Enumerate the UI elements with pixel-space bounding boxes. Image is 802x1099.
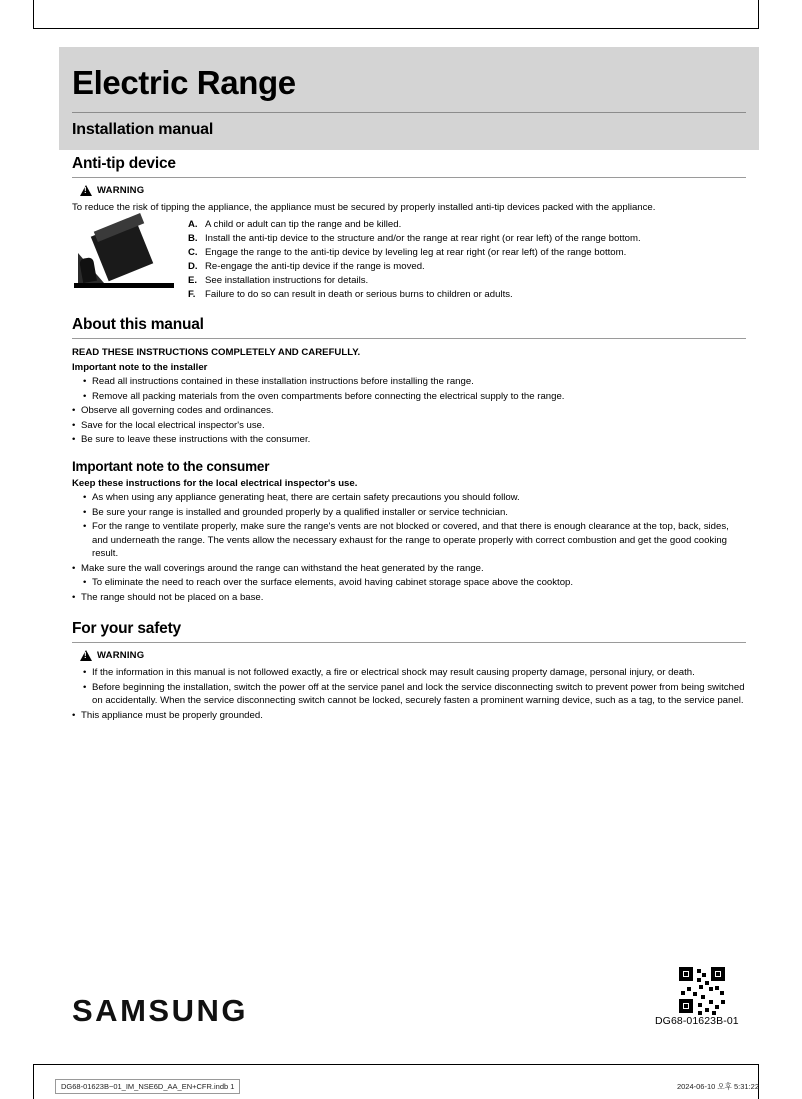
bullet-icon: •: [72, 434, 76, 445]
list-marker: F.: [188, 289, 196, 300]
section-heading-consumer: Important note to the consumer: [72, 458, 270, 474]
bullet-icon: •: [83, 577, 87, 588]
crop-mark-top-right: [758, 0, 759, 28]
list-item: [72, 681, 746, 708]
list-text: Re-engage the anti-tip device if the range is moved.: [205, 261, 425, 272]
bullet-icon: •: [83, 521, 87, 532]
bullet-icon: •: [72, 562, 76, 574]
list-text: For the range to ventilate properly, make sure the range's vents are not blocked or covered, and that there is enough clearance at the top, back, sides, and underneath the range. The vents allow the necessary exhaust for the range to operate properly with correct combustion and get the good cooking result.: [92, 521, 729, 559]
list-text: As when using any appliance generating heat, there are certain safety precautions you should follow.: [92, 492, 520, 503]
section-about-this-manual: [72, 316, 746, 447]
list-item: [72, 390, 746, 404]
bullet-icon: •: [83, 681, 87, 693]
print-timestamp: 2024-06-10 오후 5:31:22: [676, 1082, 759, 1091]
list-text: Before beginning the installation, switch the power off at the service panel and lock the service disconnecting switch to prevent power from being switched on accidentally. When the service disconnecting switch cannot be locked, securely fasten a prominent warning device, such as a tag, to the service panel.: [92, 681, 745, 706]
list-item: [72, 419, 746, 433]
list-item: [188, 232, 746, 246]
list-text: If the information in this manual is not followed exactly, a fire or electrical shock may result causing property damage, personal injury, or death.: [92, 667, 695, 678]
list-text: To eliminate the need to reach over the surface elements, avoid having cabinet storage space above the cooktop.: [92, 577, 574, 588]
section-anti-tip: [72, 155, 746, 302]
document-body: [72, 155, 746, 725]
list-text: Engage the range to the anti-tip device by leveling leg at rear right (or rear left) of the range bottom.: [205, 247, 627, 258]
section-heading-safety: For your safety: [72, 620, 181, 637]
list-text: Install the anti-tip device to the structure and/or the range at rear right (or rear left) of the range bottom.: [205, 233, 641, 244]
title-divider: [72, 112, 746, 113]
consumer-bullet-list: [72, 491, 746, 604]
section-heading-anti-tip: Anti-tip device: [72, 155, 176, 172]
list-text: Read all instructions contained in these installation instructions before installing the range.: [92, 376, 474, 387]
samsung-logo: SAMSUNG: [72, 993, 248, 1028]
about-bullet-list: [72, 375, 746, 447]
safety-bullet-list: [72, 666, 746, 722]
illustration-floor: [74, 283, 174, 288]
section-divider: [72, 177, 746, 178]
list-item: [188, 288, 746, 302]
warning-triangle-icon: [80, 185, 92, 196]
crop-mark-top-left: [33, 0, 34, 28]
bullet-icon: •: [83, 390, 87, 402]
list-item: [72, 491, 746, 505]
section-divider: [72, 642, 746, 643]
warning-callout: [80, 185, 746, 196]
list-item: [72, 591, 746, 605]
list-marker: D.: [188, 261, 198, 272]
list-item: [72, 506, 746, 520]
about-lead-1: READ THESE INSTRUCTIONS COMPLETELY AND CAREFULLY.: [72, 347, 361, 358]
list-item: [72, 666, 746, 680]
warning-label: WARNING: [97, 185, 145, 196]
warning-triangle-icon: [80, 650, 92, 661]
bullet-icon: •: [83, 492, 87, 503]
bullet-icon: •: [72, 591, 76, 603]
print-filename: DG68-01623B~01_IM_NSE6D_AA_EN+CFR.indb 1: [55, 1079, 240, 1094]
list-text: Remove all packing materials from the oven compartments before connecting the electrical supply to the range.: [92, 390, 565, 402]
warning-label: WARNING: [97, 650, 145, 661]
list-marker: E.: [188, 275, 198, 286]
bullet-icon: •: [83, 506, 87, 518]
about-lead-2: Important note to the installer: [72, 361, 208, 373]
list-text: See installation instructions for details.: [205, 275, 369, 286]
section-consumer-note: [72, 459, 746, 605]
list-text: Be sure your range is installed and grounded properly by a qualified installer or service technician.: [92, 506, 508, 518]
bullet-icon: •: [72, 709, 76, 721]
list-item: [188, 274, 746, 288]
list-marker: A.: [188, 219, 198, 230]
page-top-rule: [33, 28, 759, 29]
list-item: [188, 260, 746, 274]
section-heading-about: About this manual: [72, 316, 204, 333]
list-text: Failure to do so can result in death or serious burns to children or adults.: [205, 289, 513, 300]
list-item: [72, 520, 746, 561]
print-footer: [33, 1074, 759, 1096]
bullet-icon: •: [72, 419, 76, 431]
list-item: [72, 375, 746, 389]
list-item: [188, 246, 746, 260]
list-item: [72, 576, 746, 590]
anti-tip-figure-and-list: [72, 218, 746, 302]
list-marker: C.: [188, 247, 198, 258]
document-code: DG68-01623B-01: [655, 1015, 739, 1027]
qr-code-icon: [679, 967, 725, 1013]
bullet-icon: •: [83, 376, 87, 387]
list-text: Observe all governing codes and ordinances.: [81, 405, 274, 416]
section-for-your-safety: [72, 620, 746, 722]
warning-callout: [80, 650, 746, 661]
list-item: [72, 404, 746, 418]
page-subtitle: Installation manual: [72, 121, 214, 138]
list-text: A child or adult can tip the range and be killed.: [205, 219, 402, 230]
list-item: [72, 433, 746, 447]
list-item: [188, 218, 746, 232]
list-text: Save for the local electrical inspector's use.: [81, 419, 265, 431]
list-item: [72, 562, 746, 576]
list-marker: B.: [188, 233, 198, 244]
section-divider: [72, 338, 746, 339]
bullet-icon: •: [72, 405, 76, 416]
anti-tip-intro: To reduce the risk of tipping the appliance, the appliance must be secured by properly installed anti-tip devices packed with the appliance.: [72, 202, 656, 213]
bullet-icon: •: [83, 667, 87, 678]
tipping-range-illustration-icon: [74, 218, 174, 288]
anti-tip-list: [188, 218, 746, 302]
list-text: This appliance must be properly grounded.: [81, 709, 263, 721]
page-bottom-rule: [33, 1064, 759, 1065]
list-item: [72, 709, 746, 723]
consumer-lead: Keep these instructions for the local electrical inspector's use.: [72, 477, 358, 489]
list-text: The range should not be placed on a base.: [81, 591, 264, 603]
list-text: Be sure to leave these instructions with the consumer.: [81, 434, 311, 445]
page-title: Electric Range: [72, 64, 296, 101]
list-text: Make sure the wall coverings around the range can withstand the heat generated by the range.: [81, 562, 484, 574]
